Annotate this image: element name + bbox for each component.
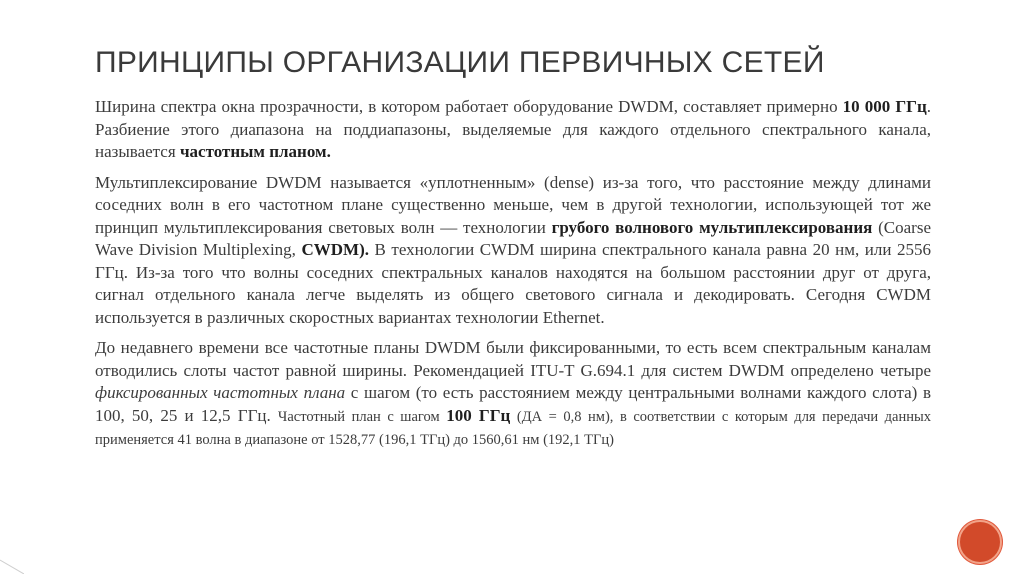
p2-bold-1: грубого волнового мультиплексирования [551, 217, 873, 237]
p3-small-2: (ДА = 0,8 нм), в соответствии с которым для передачи данных применяется 41 волна в диапазоне от 1528,77 (196,1 ТГц) до 1560,61 нм (192,1 ТГц) [95, 408, 931, 448]
paragraph-3 [95, 337, 931, 452]
p2-bold-2: CWDM). [301, 240, 369, 259]
p1-text-2: . Разбиение этого диапазона на поддиапазоны, выделяемые для каждого отдельного спектрального канала, называется [95, 97, 931, 161]
p2-text-2: (Coarse Wave Division Multiplexing, [95, 217, 931, 259]
paragraph-1 [95, 96, 931, 164]
p3-text-2: с шагом (то есть расстоянием между центральными волнами каждого слота) в 100, 50, 25 и 12,5 ГГц. [95, 383, 931, 425]
p2-text-3: В технологии CWDM ширина спектрального канала равна 20 нм, или 2556 ГГц. Из-за того что волны соседних спектральных каналов находятся на большом расстоянии друг от друга, сигнал отдельного канала легче выделять из общего светового сигнала и декодировать. Сегодня CWDM используется в различных скоростных вариантах технологии Ethernet. [95, 240, 931, 327]
p3-small-1: Частотный план с шагом [277, 408, 447, 425]
p2-text-1: Мультиплексирование DWDM называется «уплотненным» (dense) из-за того, что расстояние между длинами соседних волн в его частотном плане существенно меньше, чем в другой технологии, использующей тот же принцип мультиплексирования световых волн — технологии [95, 172, 931, 237]
decorative-corner-line [0, 0, 24, 574]
p3-bold-1: 100 ГГц [446, 405, 511, 425]
p1-bold-1: 10 000 ГГц [842, 97, 927, 116]
p3-text-1: До недавнего времени все частотные планы DWDM были фиксированными, то есть всем спектральным каналам отводились слоты частот равной ширины. Рекомендацией ITU-T G.694.1 для систем DWDM определено четыре [95, 338, 931, 380]
paragraph-2 [95, 172, 931, 330]
decorative-circle-badge [958, 520, 1002, 564]
slide-title: ПРИНЦИПЫ ОРГАНИЗАЦИИ ПЕРВИЧНЫХ СЕТЕЙ [95, 46, 825, 79]
slide-body [95, 96, 931, 460]
p1-text-1: Ширина спектра окна прозрачности, в котором работает оборудование DWDM, составляет примерно [95, 97, 843, 116]
p3-italic-1: фиксированных частотных плана [95, 383, 346, 402]
p1-bold-2: частотным планом. [179, 142, 331, 161]
